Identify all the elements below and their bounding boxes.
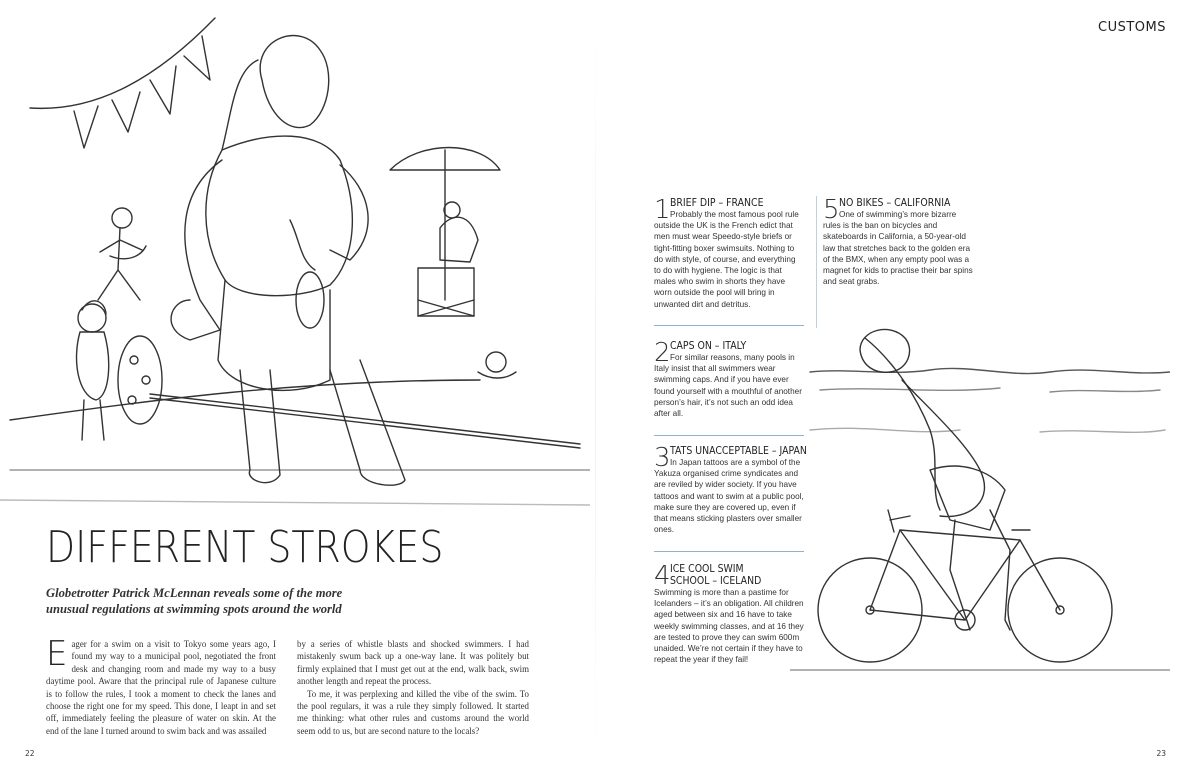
pool-scene-drawing bbox=[0, 0, 590, 520]
rule-text: Swimming is more than a pastime for Icelanders – it’s an obligation. All children aged between six and 16 have to take weekly swimming classes, and at 16 they are tested to prove they can swim 600m unaided. We’re not certain if they have to repeat the year if they fail! bbox=[654, 588, 804, 665]
rule-title: NO BIKES – CALIFORNIA bbox=[839, 197, 951, 209]
rule-text-content: Probably the most famous pool rule outside the UK is the French edict that men must wear Speedo-style briefs or tight-fitting boxer swimsuits. Nothing to do with style, of course, and everything to do with hygiene. The logic is that males who swim in shorts they have worn outside the pool will bring in unwanted dirt and detritus. bbox=[654, 210, 799, 309]
body-text: ager for a swim on a visit to Tokyo some years ago, I found my way to a municipal pool, negotiated the front desk and changing room and made my way to a busy daytime pool. Aware that the principal rule of Japanese culture is to follow the rules, I took a moment to check the lanes and choose the right one for my speed. This done, I leapt in and set off, immediately feeling the pleasure of water on skin. At the end of the lane I turned around to swim back and was assailed bbox=[46, 639, 276, 736]
rule-title: BRIEF DIP – FRANCE bbox=[670, 197, 764, 209]
rule-text bbox=[654, 209, 804, 310]
rule-text-content: In Japan tattoos are a symbol of the Yakuza organised crime syndicates and are reviled by wider society. If you have tattoos and want to swim at a public pool, make sure they are covered up, even if that means sticking plasters over smaller ones. bbox=[654, 458, 804, 535]
rule-divider bbox=[654, 551, 804, 552]
rule-card-4 bbox=[654, 563, 804, 665]
body-paragraph: by a series of whistle blasts and shocked swimmers. I had mistakenly swum back up a one-way lane. It was politely but firmly explained that I must get out at the end, walk back, swim another length and repeat the process. bbox=[297, 639, 529, 687]
rule-text-content: One of swimming’s more bizarre rules is the ban on bicycles and skateboards in California, a 50-year-old law that stretches back to the golden era of the BMX, when any empty pool was a magnet for kids to practise their bar spins and seat grabs. bbox=[823, 210, 973, 287]
body-paragraph: To me, it was perplexing and killed the vibe of the swim. To the pool regulars, it was a rule they simply followed. It started me thinking: what other rules and customs around the world seem odd to us, but are second nature to the locals? bbox=[297, 688, 529, 736]
bicycle-underwater-illustration bbox=[790, 320, 1170, 680]
rule-divider bbox=[654, 325, 804, 326]
rule-divider bbox=[654, 435, 804, 436]
rule-number: 4 bbox=[654, 561, 671, 591]
rule-text-content: For similar reasons, many pools in Italy insist that all swimmers wear swimming caps. And if you have ever found yourself with a mouthful of another person’s hair, it’s not such an odd idea after all. bbox=[654, 353, 802, 419]
standfirst-line-1: Globetrotter Patrick McLennan reveals some of the more bbox=[46, 586, 343, 600]
column-divider bbox=[816, 196, 817, 328]
drop-cap: E bbox=[46, 634, 68, 674]
page-gutter bbox=[595, 0, 596, 780]
pool-scene-illustration bbox=[0, 0, 590, 520]
rule-text bbox=[654, 352, 804, 419]
rule-number: 2 bbox=[654, 338, 671, 368]
rule-title-line-2: SCHOOL – ICELAND bbox=[670, 575, 762, 587]
rule-title: CAPS ON – ITALY bbox=[670, 340, 747, 352]
rule-text bbox=[654, 457, 804, 535]
rule-card-2 bbox=[654, 340, 804, 419]
article-headline: DIFFERENT STROKES bbox=[46, 522, 444, 573]
rule-title: TATS UNACCEPTABLE – JAPAN bbox=[670, 445, 807, 457]
article-standfirst bbox=[46, 586, 376, 617]
rule-number: 1 bbox=[654, 195, 671, 225]
section-label: CUSTOMS bbox=[1098, 20, 1166, 35]
bicycle-drawing bbox=[790, 320, 1170, 680]
body-column-2 bbox=[297, 638, 529, 737]
page-number-right: 23 bbox=[1156, 749, 1166, 758]
rule-number: 5 bbox=[823, 195, 840, 225]
page-number-left: 22 bbox=[25, 749, 35, 758]
rule-number: 3 bbox=[654, 443, 671, 473]
body-paragraph bbox=[46, 634, 276, 737]
body-column-1 bbox=[46, 634, 276, 737]
rule-card-1 bbox=[654, 197, 804, 310]
rule-text bbox=[823, 209, 973, 287]
standfirst-line-2: unusual regulations at swimming spots around the world bbox=[46, 601, 342, 616]
rule-card-5 bbox=[823, 197, 973, 287]
rule-card-3 bbox=[654, 443, 807, 535]
rule-title-line-1: ICE COOL SWIM bbox=[670, 563, 744, 575]
